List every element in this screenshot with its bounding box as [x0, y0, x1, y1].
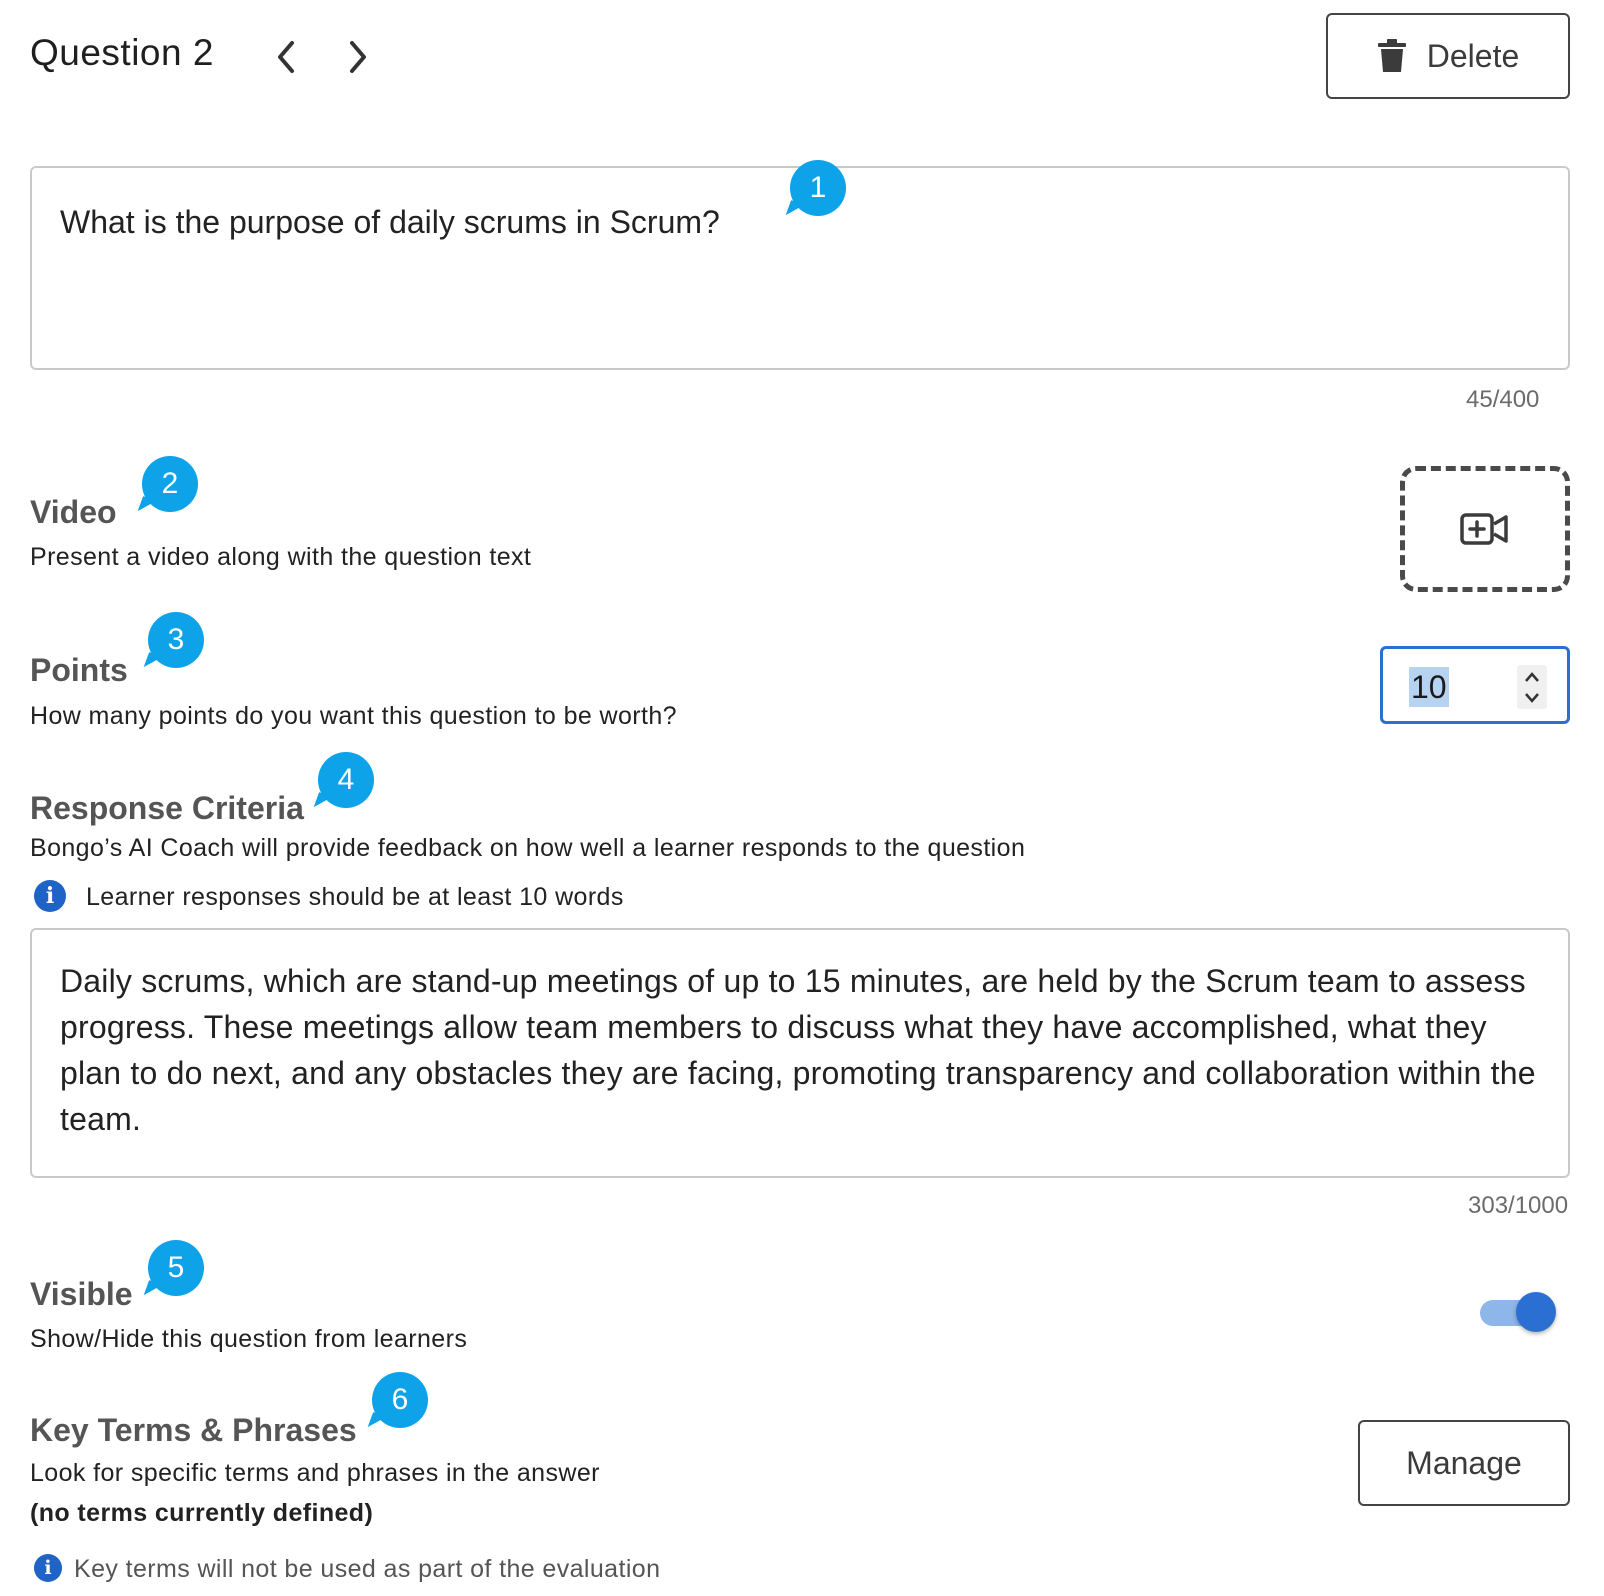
- key-terms-subtitle: Look for specific terms and phrases in the answer: [30, 1459, 600, 1487]
- add-video-icon: [1460, 512, 1510, 546]
- question-text: What is the purpose of daily scrums in Scrum?: [60, 204, 720, 240]
- toggle-knob: [1516, 1292, 1556, 1332]
- manage-key-terms-button[interactable]: [1358, 1420, 1570, 1506]
- criteria-char-counter: 303/1000: [1468, 1192, 1569, 1219]
- manage-label: Manage: [1406, 1444, 1522, 1481]
- trash-icon: [1377, 39, 1407, 73]
- video-subtitle: Present a video along with the question text: [30, 543, 532, 571]
- video-title: Video: [30, 494, 117, 530]
- annotation-bubble-1: 1: [790, 160, 846, 216]
- next-question-button[interactable]: [336, 34, 382, 80]
- points-stepper[interactable]: [1517, 665, 1547, 709]
- annotation-bubble-5: 5: [148, 1240, 204, 1296]
- chevron-left-icon: [272, 39, 298, 75]
- key-terms-status: (no terms currently defined): [30, 1499, 374, 1527]
- annotation-bubble-6: 6: [372, 1372, 428, 1428]
- visible-subtitle: Show/Hide this question from learners: [30, 1325, 468, 1353]
- visible-title: Visible: [30, 1276, 133, 1312]
- points-subtitle: How many points do you want this question to be worth?: [30, 702, 677, 730]
- previous-question-button[interactable]: [262, 34, 308, 80]
- visible-toggle[interactable]: [1480, 1290, 1560, 1334]
- delete-button[interactable]: [1326, 13, 1570, 99]
- question-char-counter: 45/400: [1466, 386, 1540, 413]
- criteria-info-text: Learner responses should be at least 10 words: [86, 883, 624, 911]
- criteria-text: Daily scrums, which are stand-up meetings of up to 15 minutes, are held by the Scrum team to assess progress. These meetings allow team members to discuss what they have accomplished, what they plan to do next, and any obstacles they are facing, promoting transparency and collaboration within the team.: [60, 963, 1536, 1137]
- points-title: Points: [30, 652, 128, 688]
- points-value: 10: [1411, 669, 1447, 705]
- points-input[interactable]: [1380, 646, 1570, 724]
- criteria-title: Response Criteria: [30, 790, 304, 826]
- delete-label: Delete: [1426, 37, 1520, 74]
- response-criteria-field[interactable]: [30, 928, 1570, 1178]
- annotation-bubble-4: 4: [318, 752, 374, 808]
- annotation-bubble-2: 2: [142, 456, 198, 512]
- annotation-bubble-3: 3: [148, 612, 204, 668]
- key-terms-title: Key Terms & Phrases: [30, 1412, 357, 1448]
- info-icon: i: [34, 1554, 62, 1582]
- chevron-right-icon: [346, 39, 372, 75]
- key-terms-info-text: Key terms will not be used as part of the evaluation: [74, 1555, 661, 1583]
- info-icon: i: [34, 880, 66, 912]
- stepper-arrows-icon: [1517, 665, 1547, 709]
- criteria-subtitle: Bongo’s AI Coach will provide feedback on how well a learner responds to the question: [30, 834, 1026, 862]
- question-title: Question 2: [30, 32, 214, 73]
- add-video-dropzone[interactable]: [1400, 466, 1570, 592]
